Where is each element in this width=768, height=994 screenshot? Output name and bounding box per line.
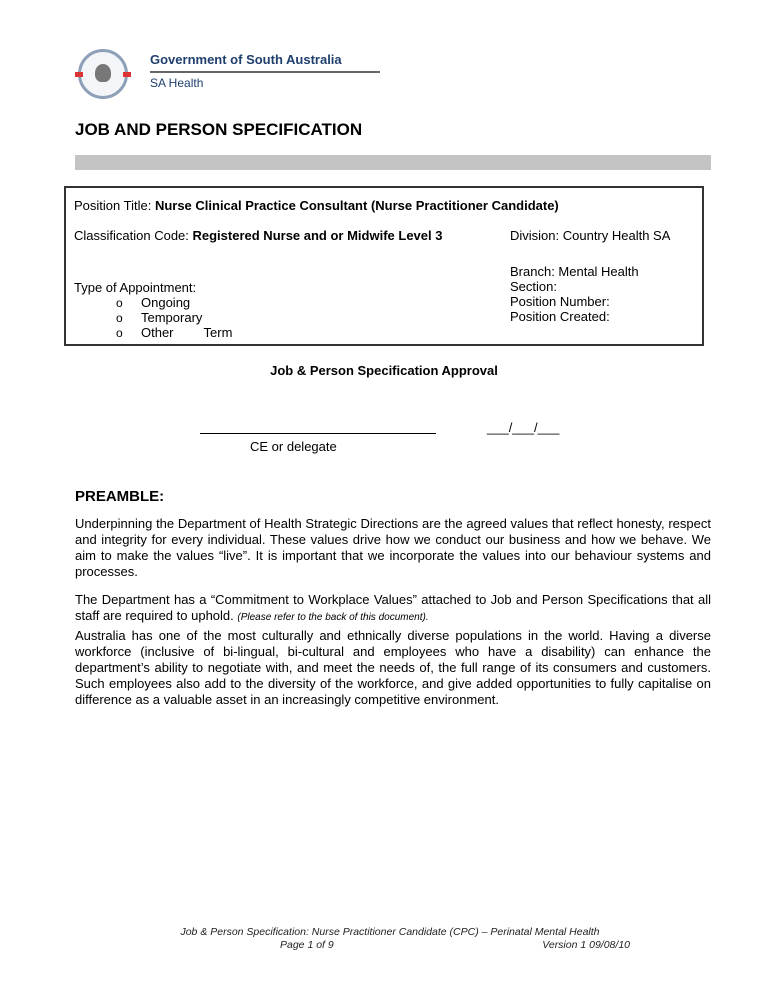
bullet: o [116,311,123,325]
approval-heading: Job & Person Specification Approval [270,363,498,378]
position-title-value: Nurse Clinical Practice Consultant (Nurse Practitioner Candidate) [154,198,559,213]
logo-divider [150,71,380,73]
appointment-option-ongoing [116,295,190,310]
option-label: Other [141,325,174,340]
version: Version 1 09/08/10 [542,939,630,951]
position-details-box [64,186,704,346]
bullet: o [116,326,123,340]
classification-value: Registered Nurse and or Midwife Level 3 [192,228,443,243]
preamble-paragraph-1: Underpinning the Department of Health Strategic Directions are the agreed values that reflect honesty, respect and integrity for every individual. These values drive how we conduct our business and how we behave. We aim to make the values “live”. It is important that we incorporate the values into our behaviour systems and processes. [75,516,711,579]
position-number: Position Number: [510,294,610,309]
bullet: o [116,296,123,310]
position-title [74,198,559,213]
preamble-heading: PREAMBLE: [75,488,165,505]
section: Section: [510,279,557,294]
title-bar [75,155,711,170]
label: Classification Code: [74,228,193,243]
division: Division: Country Health SA [510,228,671,243]
option-label: Ongoing [141,295,191,310]
sa-health-logo [70,44,370,124]
paragraph-text: The Department has a “Commitment to Workplace Values” attached to Job and Person Specifications that all staff are required to uphold. [75,592,711,623]
logo-government: Government of South Australia [150,52,342,67]
logo-sa-health: SA Health [150,76,204,90]
label: Position Title: [74,198,155,213]
sa-seal-icon [78,49,128,99]
appointment-option-temporary [116,310,202,325]
page-title: JOB AND PERSON SPECIFICATION [75,120,363,139]
preamble-paragraph-3: Australia has one of the most culturally and ethnically diverse populations in the world. Having a diverse workforce (inclusive of bi-lingual, bi-cultural and employees who have a disability) can enhance the department’s ability to negotiate with, and meet the needs of, the full range of its consumers and customers. Such employees also add to the diversity of the workforce, and give added opportunities to fully capitalise on difference as a valuable asset in an increasingly competitive environment. [75,628,711,707]
page-footer [140,926,640,952]
preamble-paragraph-2 [75,592,711,626]
position-created: Position Created: [510,309,610,324]
footer-title: Job & Person Specification: Nurse Practitioner Candidate (CPC) – Perinatal Mental Health [180,926,600,938]
option-extra: Term [203,325,233,340]
classification-code [74,228,494,244]
appointment-option-other [116,325,232,340]
page-number: Page 1 of 9 [280,939,334,951]
paragraph-note: (Please refer to the back of this document). [237,612,429,623]
branch: Branch: Mental Health [510,264,639,279]
date-blank: ___/___/___ [487,420,560,435]
signature-line [200,423,436,434]
option-label: Temporary [141,310,203,325]
appointment-label: Type of Appointment: [74,280,197,295]
signatory-label: CE or delegate [250,439,337,454]
